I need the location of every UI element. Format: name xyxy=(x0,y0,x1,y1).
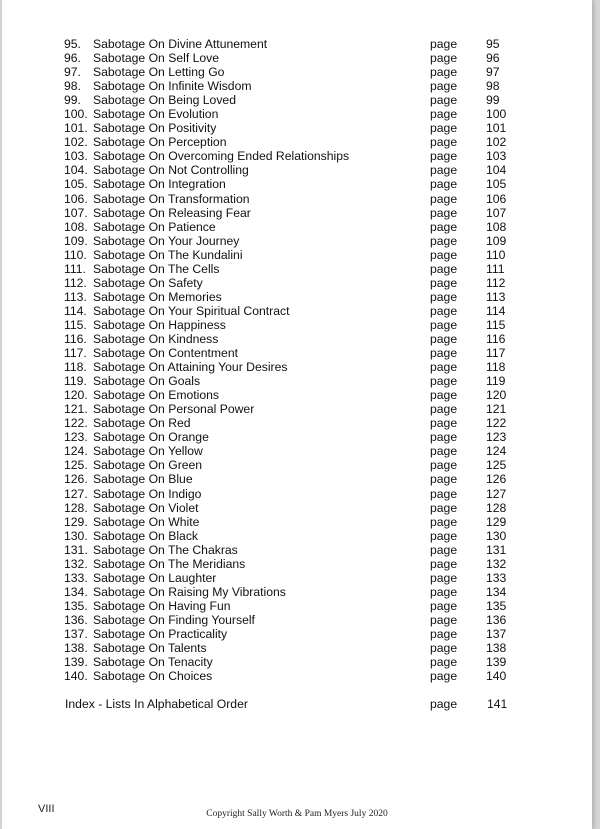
toc-entry-number: 107. xyxy=(64,205,88,220)
toc-entry xyxy=(2,318,592,332)
toc-entry xyxy=(2,416,592,430)
toc-entry-page-number: 99 xyxy=(486,93,500,108)
toc-entry-title: Sabotage On Being Loved xyxy=(93,93,236,108)
toc-entry xyxy=(2,655,592,669)
toc-entry-page-label: page xyxy=(430,388,458,403)
toc-entry-number: 126. xyxy=(64,472,88,487)
toc-index-title: Index - Lists In Alphabetical Order xyxy=(65,697,248,711)
toc-entry-number: 109. xyxy=(64,233,88,248)
toc-entry-page-number: 115 xyxy=(486,317,506,332)
toc-entry-title: Sabotage On Raising My Vibrations xyxy=(93,584,286,599)
toc-entry-page-label: page xyxy=(430,331,458,346)
toc-entry-number: 110. xyxy=(64,247,87,262)
toc-entry-page-label: page xyxy=(430,233,458,248)
toc-entry-title: Sabotage On Having Fun xyxy=(93,598,231,613)
toc-entry-title: Sabotage On Black xyxy=(93,528,199,543)
toc-entry-page-number: 127 xyxy=(486,486,507,501)
toc-entry-page-label: page xyxy=(430,177,458,192)
toc-entry xyxy=(2,149,592,163)
toc-entry-page-label: page xyxy=(430,612,458,627)
toc-entry xyxy=(2,65,592,79)
toc-entry-page-number: 97 xyxy=(486,65,500,80)
toc-entry-page-label: page xyxy=(430,51,458,66)
toc-entry-number: 118. xyxy=(64,360,87,375)
toc-entry-number: 123. xyxy=(64,430,88,445)
toc-entry-number: 122. xyxy=(64,416,88,431)
toc-entry-title: Sabotage On Attaining Your Desires xyxy=(93,360,288,375)
toc-entry-page-number: 129 xyxy=(486,514,507,529)
toc-entry-number: 101. xyxy=(64,121,88,136)
toc-entry-page-number: 120 xyxy=(486,388,507,403)
toc-entry-page-label: page xyxy=(430,317,458,332)
toc-entry-number: 113. xyxy=(64,289,87,304)
toc-entry-page-number: 116 xyxy=(486,331,506,346)
toc-entry-page-number: 111 xyxy=(486,261,505,276)
toc-entry xyxy=(2,234,592,248)
toc-entry-page-number: 104 xyxy=(486,163,507,178)
toc-entry-page-number: 124 xyxy=(486,444,507,459)
toc-entry xyxy=(2,543,592,557)
toc-entry-page-label: page xyxy=(430,247,458,262)
toc-entry-page-number: 95 xyxy=(486,37,500,51)
toc-entry xyxy=(2,177,592,191)
toc-entry-page-number: 135 xyxy=(486,598,507,613)
toc-entry xyxy=(2,430,592,444)
toc-entry xyxy=(2,360,592,374)
toc-entry-page-number: 131 xyxy=(486,542,507,557)
toc-entry-page-number: 98 xyxy=(486,79,500,94)
toc-entry-page-number: 114 xyxy=(486,303,506,318)
toc-entry-page-label: page xyxy=(430,570,458,585)
toc-entry xyxy=(2,290,592,304)
toc-entry-page-number: 101 xyxy=(486,121,507,136)
toc-entry-page-label: page xyxy=(430,584,458,599)
toc-entry-page-number: 100 xyxy=(486,107,507,122)
toc-entry-page-label: page xyxy=(430,275,458,290)
toc-entry-title: Sabotage On Patience xyxy=(93,219,216,234)
toc-entry-page-label: page xyxy=(430,458,458,473)
toc-entry xyxy=(2,37,592,51)
toc-entry-number: 104. xyxy=(64,163,88,178)
toc-entry-number: 133. xyxy=(64,570,88,585)
toc-entry xyxy=(2,613,592,627)
toc-entry-page-number: 119 xyxy=(486,374,506,389)
toc-entry-title: Sabotage On Yellow xyxy=(93,444,203,459)
toc-entry-number: 99. xyxy=(64,93,81,108)
toc-entry-number: 120. xyxy=(64,388,88,403)
toc-entry xyxy=(2,458,592,472)
toc-entry-title: Sabotage On Integration xyxy=(93,177,226,192)
toc-entry-number: 128. xyxy=(64,500,88,515)
toc-entry-number: 129. xyxy=(64,514,88,529)
toc-entry-page-number: 137 xyxy=(486,626,507,641)
toc-entry-page-label: page xyxy=(430,626,458,641)
document-page xyxy=(2,0,592,829)
toc-entry-page-label: page xyxy=(430,121,458,136)
toc-entry-title: Sabotage On The Chakras xyxy=(93,542,238,557)
toc-index-page-label: page xyxy=(430,697,458,711)
toc-entry-page-label: page xyxy=(430,219,458,234)
toc-entry-title: Sabotage On Evolution xyxy=(93,107,219,122)
toc-entry-page-number: 134 xyxy=(486,584,507,599)
toc-entry-title: Sabotage On Blue xyxy=(93,472,193,487)
toc-entry-number: 95. xyxy=(64,37,81,51)
toc-entry-page-label: page xyxy=(430,360,458,375)
toc-entry-title: Sabotage On Choices xyxy=(93,669,213,684)
toc-entry-title: Sabotage On Orange xyxy=(93,430,209,445)
toc-entry-page-label: page xyxy=(430,346,458,361)
toc-entry xyxy=(2,93,592,107)
toc-entry xyxy=(2,487,592,501)
toc-entry-page-number: 107 xyxy=(486,205,507,220)
toc-entry-page-label: page xyxy=(430,93,458,108)
toc-entry-number: 127. xyxy=(64,486,88,501)
toc-entry-number: 134. xyxy=(64,584,88,599)
copyright-notice: Copyright Sally Worth & Pam Myers July 2020 xyxy=(206,809,388,819)
toc-entry-page-label: page xyxy=(430,500,458,515)
toc-entry-page-number: 126 xyxy=(486,472,507,487)
toc-entry-page-label: page xyxy=(430,528,458,543)
toc-entry xyxy=(2,374,592,388)
toc-entry-page-label: page xyxy=(430,303,458,318)
toc-entry xyxy=(2,388,592,402)
toc-entry-page-number: 121 xyxy=(486,402,507,417)
toc-entry-title: Sabotage On Kindness xyxy=(93,331,219,346)
toc-entry xyxy=(2,529,592,543)
toc-entry-page-label: page xyxy=(430,486,458,501)
toc-entry xyxy=(2,515,592,529)
toc-entry-number: 112. xyxy=(64,275,87,290)
toc-entry-page-number: 138 xyxy=(486,641,507,656)
toc-entry-title: Sabotage On Memories xyxy=(93,289,222,304)
toc-entry-title: Sabotage On Laughter xyxy=(93,570,217,585)
toc-entry-number: 108. xyxy=(64,219,88,234)
toc-entry-title: Sabotage On Divine Attunement xyxy=(93,37,268,51)
toc-entry-title: Sabotage On Tenacity xyxy=(93,655,213,670)
toc-entry-page-number: 122 xyxy=(486,416,507,431)
toc-entry-page-number: 128 xyxy=(486,500,507,515)
toc-entry xyxy=(2,206,592,220)
toc-entry xyxy=(2,121,592,135)
toc-entry-title: Sabotage On Red xyxy=(93,416,191,431)
toc-entry-page-label: page xyxy=(430,416,458,431)
toc-entry-page-number: 118 xyxy=(486,360,506,375)
toc-entry-number: 130. xyxy=(64,528,88,543)
toc-entry-page-label: page xyxy=(430,655,458,670)
toc-entry-page-number: 96 xyxy=(486,51,500,66)
toc-entry-title: Sabotage On Infinite Wisdom xyxy=(93,79,252,94)
toc-entry-title: Sabotage On Personal Power xyxy=(93,402,255,417)
toc-entry xyxy=(2,220,592,234)
toc-entry-title: Sabotage On Green xyxy=(93,458,203,473)
page-number: VIII xyxy=(38,803,55,815)
toc-entry xyxy=(2,262,592,276)
toc-entry-page-number: 123 xyxy=(486,430,507,445)
toc-entry-page-number: 106 xyxy=(486,191,507,206)
toc-entry-number: 116. xyxy=(64,331,87,346)
toc-entry-title: Sabotage On Happiness xyxy=(93,317,226,332)
toc-entry-page-label: page xyxy=(430,289,458,304)
toc-entry xyxy=(2,107,592,121)
toc-entry-title: Sabotage On Not Controlling xyxy=(93,163,249,178)
toc-entry-number: 96. xyxy=(64,51,81,66)
toc-entry-number: 119. xyxy=(64,374,87,389)
toc-entry-number: 124. xyxy=(64,444,88,459)
toc-entry-page-number: 140 xyxy=(486,669,507,684)
toc-entry-title: Sabotage On The Cells xyxy=(93,261,220,276)
toc-entry-title: Sabotage On Releasing Fear xyxy=(93,205,251,220)
toc-entry xyxy=(2,79,592,93)
toc-entry-page-label: page xyxy=(430,191,458,206)
table-of-contents xyxy=(2,37,592,683)
toc-entry-page-label: page xyxy=(430,402,458,417)
toc-entry-number: 102. xyxy=(64,135,88,150)
toc-entry-number: 121. xyxy=(64,402,88,417)
toc-entry-title: Sabotage On Overcoming Ended Relationships xyxy=(93,149,350,164)
toc-entry-title: Sabotage On Finding Yourself xyxy=(93,612,255,627)
toc-entry-title: Sabotage On Talents xyxy=(93,641,207,656)
toc-entry xyxy=(2,585,592,599)
toc-entry-title: Sabotage On Self Love xyxy=(93,51,220,66)
toc-entry-number: 138. xyxy=(64,641,88,656)
toc-entry-title: Sabotage On Your Spiritual Contract xyxy=(93,303,290,318)
toc-entry-number: 98. xyxy=(64,79,81,94)
toc-entry-page-label: page xyxy=(430,542,458,557)
toc-entry xyxy=(2,402,592,416)
toc-entry-number: 111. xyxy=(64,261,86,276)
toc-entry-page-number: 132 xyxy=(486,556,507,571)
toc-entry xyxy=(2,641,592,655)
toc-entry-page-number: 110 xyxy=(486,247,506,262)
toc-entry-title: Sabotage On The Meridians xyxy=(93,556,246,571)
toc-entry xyxy=(2,557,592,571)
toc-entry-page-label: page xyxy=(430,669,458,684)
toc-entry xyxy=(2,627,592,641)
toc-entry-page-number: 105 xyxy=(486,177,507,192)
toc-entry-title: Sabotage On Practicality xyxy=(93,626,228,641)
toc-entry xyxy=(2,571,592,585)
toc-entry xyxy=(2,501,592,515)
toc-entry-page-label: page xyxy=(430,430,458,445)
toc-entry xyxy=(2,135,592,149)
toc-entry-page-label: page xyxy=(430,205,458,220)
toc-entry-title: Sabotage On Safety xyxy=(93,275,203,290)
toc-entry-title: Sabotage On Violet xyxy=(93,500,199,515)
toc-entry xyxy=(2,599,592,613)
toc-entry-page-label: page xyxy=(430,79,458,94)
toc-entry-page-number: 109 xyxy=(486,233,507,248)
toc-entry-title: Sabotage On Goals xyxy=(93,374,201,389)
toc-entry-page-label: page xyxy=(430,163,458,178)
toc-entry-number: 114. xyxy=(64,303,87,318)
toc-entry-page-number: 108 xyxy=(486,219,507,234)
toc-entry-page-number: 117 xyxy=(486,346,506,361)
toc-entry-page-label: page xyxy=(430,514,458,529)
toc-entry-number: 137. xyxy=(64,626,88,641)
toc-entry-title: Sabotage On Contentment xyxy=(93,346,238,361)
toc-index-entry xyxy=(2,697,592,712)
toc-entry-page-label: page xyxy=(430,149,458,164)
toc-entry-number: 103. xyxy=(64,149,88,164)
toc-entry-page-label: page xyxy=(430,472,458,487)
toc-entry xyxy=(2,248,592,262)
toc-entry xyxy=(2,276,592,290)
toc-entry-page-label: page xyxy=(430,37,458,51)
toc-entry-page-number: 113 xyxy=(486,289,506,304)
toc-entry-title: Sabotage On The Kundalini xyxy=(93,247,243,262)
toc-entry-page-number: 136 xyxy=(486,612,507,627)
toc-entry-page-number: 133 xyxy=(486,570,507,585)
toc-entry-title: Sabotage On Letting Go xyxy=(93,65,225,80)
toc-entry-page-label: page xyxy=(430,556,458,571)
toc-entry-number: 100. xyxy=(64,107,88,122)
toc-entry-page-label: page xyxy=(430,374,458,389)
toc-entry-page-label: page xyxy=(430,107,458,122)
toc-entry-page-label: page xyxy=(430,261,458,276)
toc-entry-title: Sabotage On Positivity xyxy=(93,121,217,136)
toc-entry xyxy=(2,163,592,177)
toc-entry-number: 125. xyxy=(64,458,88,473)
toc-entry-page-number: 103 xyxy=(486,149,507,164)
toc-entry-title: Sabotage On White xyxy=(93,514,200,529)
toc-entry-number: 131. xyxy=(64,542,88,557)
toc-entry xyxy=(2,444,592,458)
toc-entry-page-number: 102 xyxy=(486,135,507,150)
toc-entry-number: 132. xyxy=(64,556,88,571)
toc-entry-number: 106. xyxy=(64,191,88,206)
toc-entry-number: 117. xyxy=(64,346,87,361)
toc-entry xyxy=(2,472,592,486)
toc-index-page-number: 141 xyxy=(487,697,508,711)
toc-entry-title: Sabotage On Perception xyxy=(93,135,227,150)
toc-entry xyxy=(2,304,592,318)
toc-entry xyxy=(2,192,592,206)
toc-entry-page-label: page xyxy=(430,598,458,613)
toc-entry-number: 105. xyxy=(64,177,88,192)
toc-entry-page-label: page xyxy=(430,65,458,80)
toc-entry-page-number: 130 xyxy=(486,528,507,543)
toc-entry xyxy=(2,346,592,360)
toc-entry xyxy=(2,669,592,683)
toc-entry xyxy=(2,332,592,346)
toc-entry-page-number: 139 xyxy=(486,655,507,670)
toc-entry-number: 135. xyxy=(64,598,88,613)
toc-entry-title: Sabotage On Indigo xyxy=(93,486,202,501)
toc-entry-number: 140. xyxy=(64,669,88,684)
toc-entry-number: 115. xyxy=(64,317,87,332)
toc-entry-number: 139. xyxy=(64,655,88,670)
toc-entry-number: 97. xyxy=(64,65,81,80)
toc-entry-title: Sabotage On Your Journey xyxy=(93,233,240,248)
toc-entry-title: Sabotage On Transformation xyxy=(93,191,250,206)
toc-entry-number: 136. xyxy=(64,612,88,627)
toc-entry-page-label: page xyxy=(430,135,458,150)
toc-entry-page-label: page xyxy=(430,444,458,459)
toc-entry-title: Sabotage On Emotions xyxy=(93,388,220,403)
toc-entry-page-number: 112 xyxy=(486,275,506,290)
toc-entry-page-number: 125 xyxy=(486,458,507,473)
toc-entry-page-label: page xyxy=(430,641,458,656)
toc-entry xyxy=(2,51,592,65)
